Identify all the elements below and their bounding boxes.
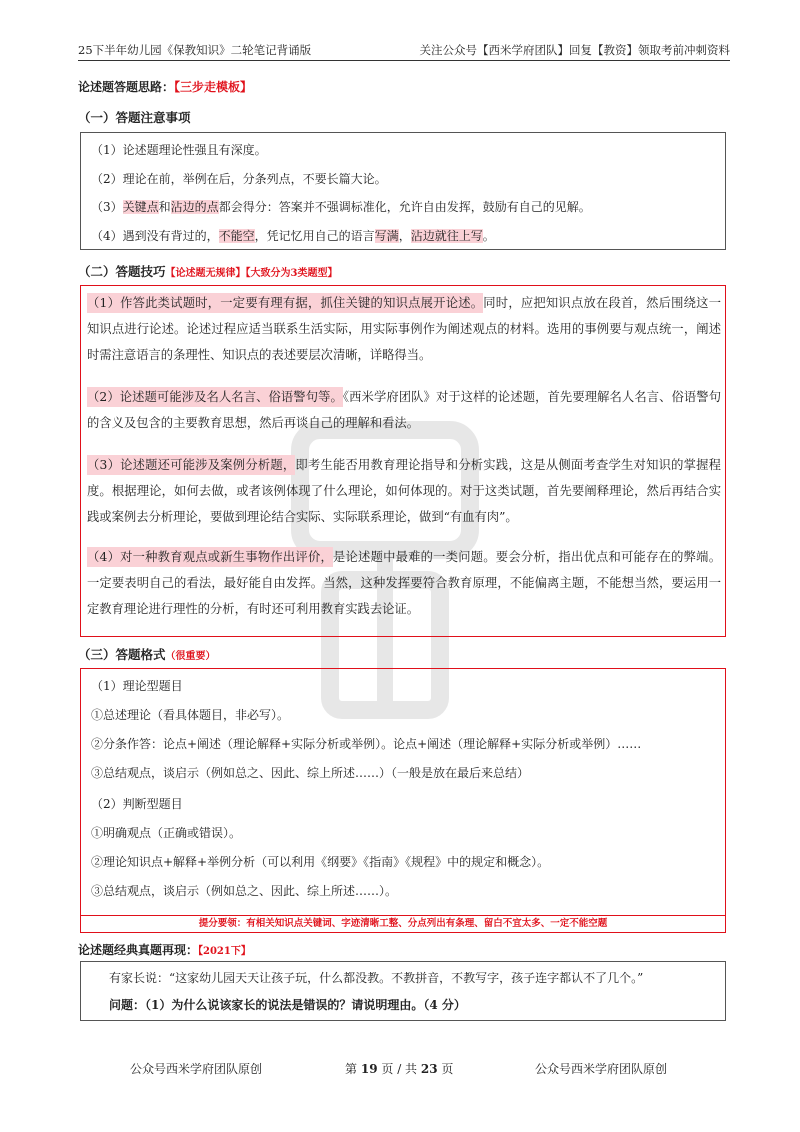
format-item-4: ①明确观点（正确或错误）。 <box>91 826 242 840</box>
score-tip: 提分要领：有相关知识点关键词、字迹清晰工整、分点列出有条理、留白不宜太多、一定不能空题 <box>81 915 725 932</box>
highlight-key-points: 关键点 <box>122 200 159 214</box>
section-3-tag: （很重要） <box>165 651 216 662</box>
highlight-not-empty: 不能空 <box>218 229 255 243</box>
format-item-1: ①总述理论（看具体题目，非必写）。 <box>91 708 290 722</box>
header-right-text: 关注公众号【西米学府团队】回复【教资】领取考前冲刺资料 <box>419 43 730 57</box>
exam-box <box>80 961 726 1021</box>
skill-paragraph-2: （2）论述题可能涉及名人名言、俗语警句等。《西米学府团队》对于这样的论述题，首先要理解名人名言、俗语警句的含义及包含的主要教育思想，然后再谈自己的理解和看法。 <box>87 384 721 436</box>
skill-paragraph-1: （1）作答此类试题时，一定要有理有据，抓住关键的知识点展开论述。同时，应把知识点放在段首，然后围绕这一知识点进行论述。论述过程应适当联系生活实际，用实际事例作为阐述观点的材料。选用的事例要与观点统一，阐述时需注意语言的条理性、知识点的表述要层次清晰，详略得当。 <box>87 290 721 368</box>
format-box <box>80 668 726 933</box>
section-2-tag: 【论述题无规律】【大致分为3类题型】 <box>165 268 338 279</box>
format-item-2: ②分条作答：论点+阐述（理论解释+实际分析或举例）。论点+阐述（理论解释+实际分析或举例）…… <box>91 737 642 751</box>
header-left-text: 25下半年幼儿园《保教知识》二轮笔记背诵版 <box>78 43 312 57</box>
skill-paragraph-3: （3）论述题还可能涉及案例分析题，即考生能否用教育理论指导和分析实践，这是从侧面考查学生对知识的掌握程度。根据理论，如何去做，或者该例体现了什么理论，如何体现的。对于这类试题，首先要阐释理论，然后再结合实践或案例去分析理论，要做到理论结合实际、实际联系理论，做到“有血有肉”。 <box>87 452 721 530</box>
section-2-title: （二）答题技巧【论述题无规律】【大致分为3类题型】 <box>78 264 338 279</box>
format-item-3: ③总结观点，谈启示（例如总之、因此、综上所述……）（一般是放在最后来总结） <box>91 766 530 780</box>
page-header <box>78 40 730 61</box>
exam-title: 论述题经典真题再现：【2021下】 <box>78 943 251 957</box>
page-number: 第 19 页 / 共 23 页 <box>345 1062 454 1076</box>
format-item-6: ③总结观点，谈启示（例如总之、因此、综上所述……）。 <box>91 884 398 898</box>
skills-box <box>80 285 726 637</box>
note-2: （2）理论在前，举例在后，分条列点，不要长篇大论。 <box>91 172 387 186</box>
page-title <box>78 78 252 95</box>
highlight-fill: 写满 <box>374 229 399 243</box>
section-3-title: （三）答题格式（很重要） <box>78 647 216 662</box>
highlight-related-points: 沾边的点 <box>170 200 219 214</box>
notes-box <box>80 132 726 250</box>
format-item-5: ②理论知识点+解释+举例分析（可以利用《纲要》《指南》《规程》中的规定和概念）。 <box>91 855 550 869</box>
format-type-1-title: （1）理论型题目 <box>91 679 183 693</box>
footer-right: 公众号西米学府团队原创 <box>535 1062 668 1076</box>
exam-quote: 有家长说：“这家幼儿园天天让孩子玩，什么都没教。不教拼音，不教写字，孩子连字都认不了几个。” <box>109 971 644 985</box>
footer-left: 公众号西米学府团队原创 <box>130 1062 263 1076</box>
skill-paragraph-4: （4）对一种教育观点或新生事物作出评价，是论述题中最难的一类问题。要会分析，指出优点和可能存在的弊端。一定要表明自己的看法，最好能自由发挥。当然，这种发挥要符合教育原理，不能偏离主题，不能想当然，要运用一定教育理论进行理性的分析，有时还可利用教育实践去论证。 <box>87 544 721 622</box>
exam-question: 问题：（1）为什么说该家长的说法是错误的？请说明理由。（4 分） <box>109 998 466 1012</box>
format-type-2-title: （2）判断型题目 <box>91 797 183 811</box>
section-1-title: （一）答题注意事项 <box>78 110 191 125</box>
exam-tag: 【2021下】 <box>198 946 251 957</box>
note-4: （4）遇到没有背过的，不能空，凭记忆用自己的语言写满，沾边就往上写。 <box>91 229 495 243</box>
title-main: 论述题答题思路： <box>78 80 175 94</box>
note-1: （1）论述题理论性强且有深度。 <box>91 143 267 157</box>
highlight-write-related: 沾边就往上写 <box>410 229 483 243</box>
note-3: （3）关键点和沾边的点都会得分：答案并不强调标准化，允许自由发挥，鼓励有自己的见解。 <box>91 200 591 214</box>
title-tag: 【三步走模板】 <box>174 80 253 94</box>
